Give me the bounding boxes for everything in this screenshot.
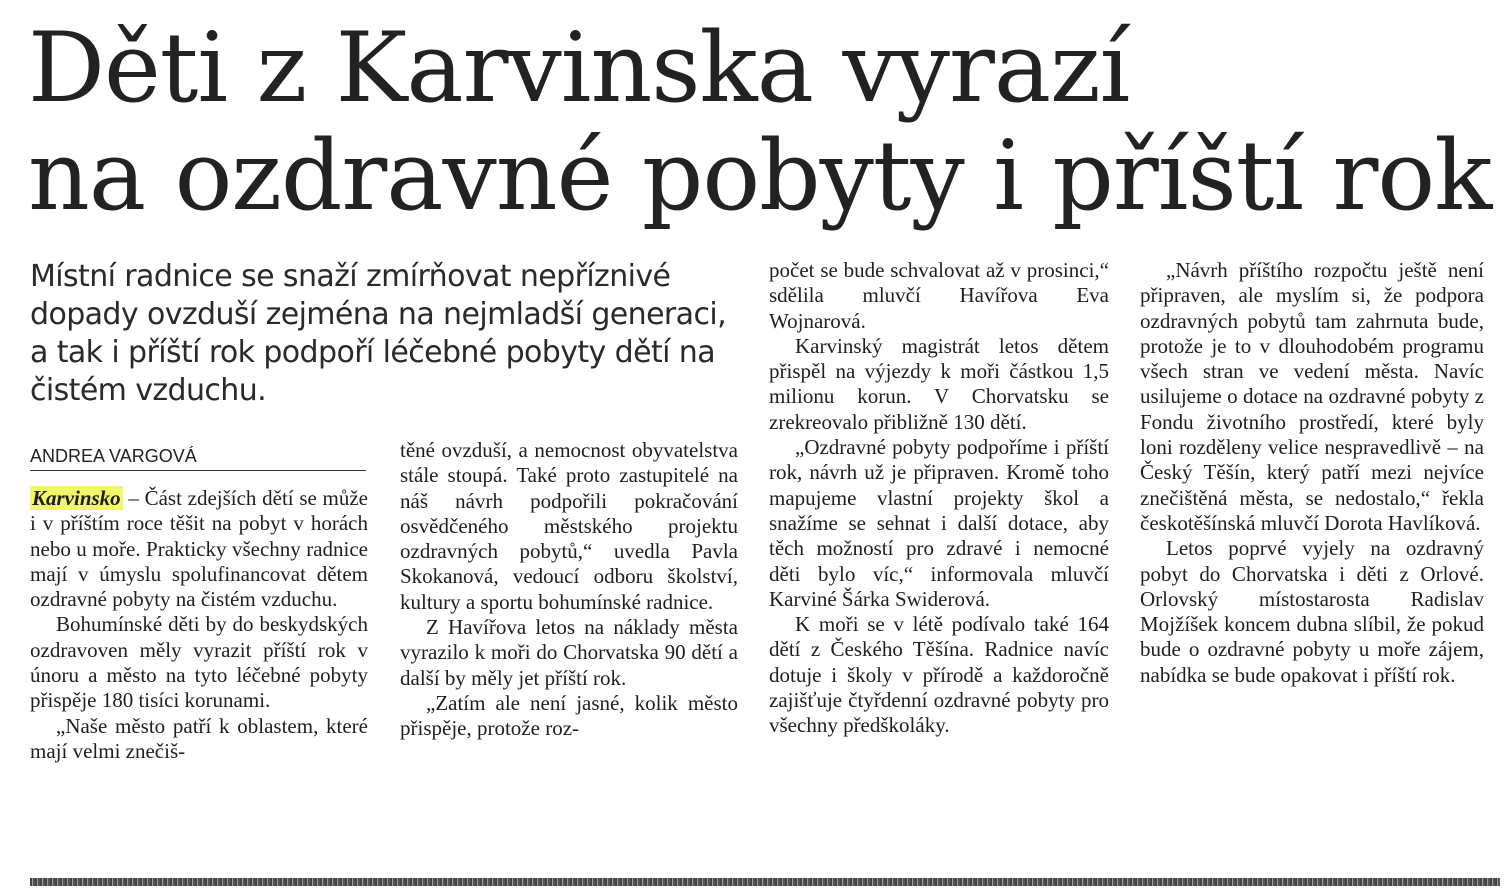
paragraph: Z Havířova letos na náklady města vyrazilo k moři do Chorvatska 90 dětí a další by měly jet příští rok.	[400, 615, 738, 690]
paragraph	[30, 486, 368, 612]
paragraph: počet se bude schvalovat až v prosinci,“ sdělila mluvčí Havířova Eva Wojnarová.	[769, 258, 1109, 333]
bottom-rule-divider	[30, 878, 1500, 886]
text-column-3	[769, 258, 1109, 739]
text-column-1	[30, 486, 368, 764]
headline-line-1: Děti z Karvinska vyrazí	[28, 12, 1130, 124]
paragraph: „Ozdravné pobyty podpoříme i příští rok, návrh už je připraven. Kromě toho mapujeme vlastní projekty škol a snažíme se sehnat i další dotace, aby těch možností pro zdravé i nemocné děti bylo víc,“ informovala mluvčí Karviné Šárka Swiderová.	[769, 435, 1109, 611]
paragraph-text: – Část zdejších dětí se může i v příštím roce těšit na pobyt v horách nebo u moře. Prakticky všechny radnice mají v úmyslu spolufinancovat dětem ozdravné pobyty na čistém vzduchu.	[30, 486, 368, 612]
headline-line-2: na ozdravné pobyty i příští rok	[28, 120, 1492, 232]
article-lead: Místní radnice se snaží zmírňovat nepříznivé dopady ovzduší zejména na nejmladší generaci, a tak i příští rok podpoří léčebné pobyty dětí na čistém vzduchu.	[30, 259, 727, 408]
paragraph: „Naše město patří k oblastem, které mají velmi znečiš-	[30, 713, 368, 763]
paragraph: K moři se v létě podívalo také 164 dětí z Českého Těšína. Radnice navíc dotuje i školy v přírodě a každoročně zajišťuje čtyřdenní ozdravné pobyty pro všechny předškoláky.	[769, 612, 1109, 738]
author-byline: ANDREA VARGOVÁ	[30, 444, 366, 471]
paragraph: „Zatím ale není jasné, kolik město přispěje, protože roz-	[400, 690, 738, 741]
paragraph: Karvinský magistrát letos dětem přispěl na výjezdy k moři částkou 1,5 milionu korun. V Chorvatsku se zrekreovalo přibližně 130 dětí.	[769, 333, 1109, 434]
article-headline	[28, 14, 1498, 230]
paragraph: těné ovzduší, a nemocnost obyvatelstva stále stoupá. Také proto zastupitelé na náš návrh podpořili pokračování osvědčeného městského projektu ozdravných pobytů,“ uvedla Pavla Skokanová, vedoucí odboru školství, kultury a sportu bohumínské radnice.	[400, 438, 738, 614]
paragraph: Letos poprvé vyjely na ozdravný pobyt do Chorvatska i děti z Orlové. Orlovský místostarosta Radislav Mojžíšek koncem dubna slíbil, že pokud bude o ozdravné pobyty u moře zájem, nabídka se bude opakovat i příští rok.	[1140, 536, 1484, 687]
dateline-highlight: Karvinsko	[32, 486, 121, 510]
paragraph: „Návrh příštího rozpočtu ještě není připraven, ale myslím si, že podpora ozdravných pobytů tam zahrnuta bude, protože je to v dlouhodobém programu všech stran ve vedení města. Navíc usilujeme o dotace na ozdravné pobyty z Fondu životního prostředí, které byly loni rozděleny velice nespravedlivě – na Český Těšín, který patří mezi nejvíce znečištěná města, se nedostalo,“ řekla českotěšínská mluvčí Dorota Havlíková.	[1140, 258, 1484, 535]
text-column-2	[400, 438, 738, 742]
paragraph: Bohumínské děti by do beskydských ozdravoven měly vyrazit příští rok v únoru a město na tyto léčebné pobyty přispěje 180 tisíci korunami.	[30, 612, 368, 713]
text-column-4	[1140, 258, 1484, 688]
